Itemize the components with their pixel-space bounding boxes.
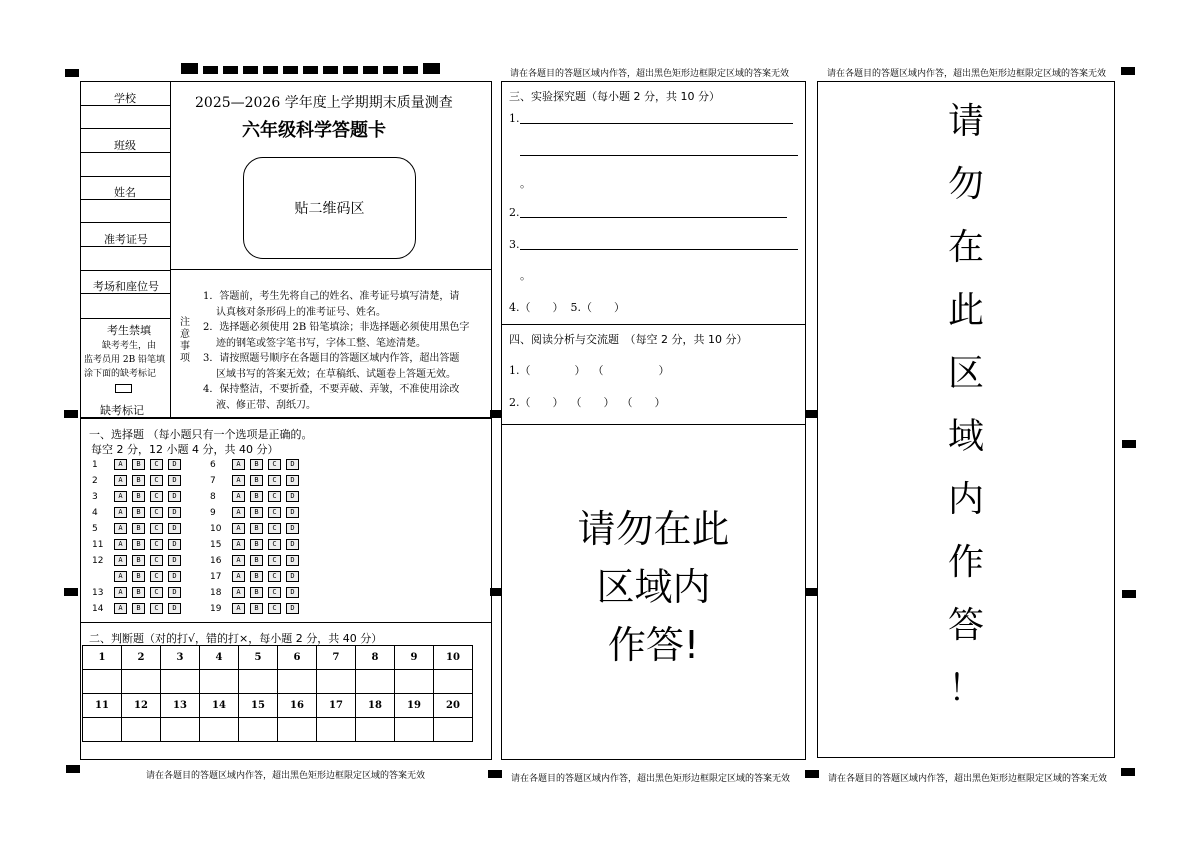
footer-note: 请在各题目的答题区域内作答，超出黑色矩形边框限定区域的答案无效 — [828, 774, 1108, 784]
year-line: 2025—2026 学年度上学期期末质量测查 — [195, 95, 453, 111]
section4-title: 四、阅读分析与交流题 （每空 2 分，共 10 分） — [509, 333, 748, 346]
mc-option-bubble[interactable]: C — [268, 603, 281, 614]
judge-answer-cell[interactable] — [122, 718, 161, 742]
judge-answer-cell[interactable] — [239, 718, 278, 742]
s3-q2-line[interactable] — [520, 217, 787, 218]
mc-option-bubble[interactable]: C — [268, 507, 281, 518]
s4-q1[interactable]: 1.（ ） （ ） — [509, 364, 670, 377]
judge-number-cell: 6 — [278, 646, 317, 670]
mc-option-bubble[interactable]: A — [114, 603, 127, 614]
s3-q45[interactable]: 4.（ ） 5.（ ） — [509, 301, 625, 314]
judge-answer-cell[interactable] — [239, 670, 278, 694]
judge-number-cell: 3 — [161, 646, 200, 670]
judge-number-cell: 13 — [161, 694, 200, 718]
mc-option-bubble[interactable]: C — [268, 523, 281, 534]
mc-option-bubble[interactable]: B — [132, 603, 145, 614]
judge-answer-cell[interactable] — [356, 718, 395, 742]
judge-number-cell: 18 — [356, 694, 395, 718]
mc-option-bubble[interactable]: A — [114, 587, 127, 598]
mc-question-number: 16 — [210, 556, 222, 566]
mc-question-row — [92, 491, 186, 502]
judge-answer-cell[interactable] — [122, 670, 161, 694]
mc-option-bubble[interactable]: B — [250, 459, 263, 470]
mc-question-number: 5 — [92, 524, 98, 534]
mc-option-bubble[interactable]: A — [114, 539, 127, 550]
judge-number-cell: 11 — [83, 694, 122, 718]
mc-option-bubble[interactable]: B — [250, 523, 263, 534]
s4-q2[interactable]: 2.（ ） （ ） （ ） — [509, 396, 666, 409]
judge-number-cell: 20 — [434, 694, 473, 718]
no-answer-right: 请 勿 在 此 区 域 内 作 答 ！ — [947, 101, 984, 709]
mc-option-bubble[interactable]: D — [168, 507, 181, 518]
mc-option-bubble[interactable]: A — [232, 571, 245, 582]
judge-number-cell: 2 — [122, 646, 161, 670]
section2-title: 二、判断题（对的打√，错的打×，每小题 2 分，共 40 分） — [89, 632, 383, 645]
mc-option-bubble[interactable]: C — [268, 491, 281, 502]
mc-option-bubble[interactable]: B — [250, 603, 263, 614]
room-seat-field[interactable] — [81, 293, 170, 294]
s3-q3-period: 。 — [520, 269, 531, 282]
mc-option-bubble[interactable]: A — [232, 523, 245, 534]
mc-option-bubble[interactable]: C — [150, 571, 163, 582]
judge-answer-cell[interactable] — [278, 670, 317, 694]
mc-question-number: 19 — [210, 604, 222, 614]
mc-question-number: 9 — [210, 508, 216, 518]
mc-question-row — [92, 555, 186, 566]
judge-table — [82, 645, 473, 742]
mc-option-bubble[interactable]: D — [286, 571, 299, 582]
mc-option-bubble[interactable]: B — [132, 475, 145, 486]
mc-option-bubble[interactable]: D — [286, 475, 299, 486]
mc-option-bubble[interactable]: C — [150, 539, 163, 550]
mc-question-number: 18 — [210, 588, 222, 598]
page-title: 六年级科学答题卡 — [242, 120, 386, 141]
mc-option-bubble[interactable]: D — [168, 555, 181, 566]
mc-option-bubble[interactable]: C — [150, 459, 163, 470]
timing-mark — [64, 410, 78, 418]
mc-option-bubble[interactable]: C — [150, 587, 163, 598]
mc-question-number: 3 — [92, 492, 98, 502]
mc-question-number: 15 — [210, 540, 222, 550]
judge-number-cell: 15 — [239, 694, 278, 718]
mc-option-bubble[interactable]: B — [250, 539, 263, 550]
mc-option-bubble[interactable]: A — [232, 539, 245, 550]
footer-note: 请在各题目的答题区域内作答，超出黑色矩形边框限定区域的答案无效 — [827, 69, 1107, 79]
section1-title: 一、选择题 （每小题只有一个选项是正确的。 — [89, 428, 313, 441]
mc-option-bubble[interactable]: B — [132, 507, 145, 518]
judge-number-cell: 17 — [317, 694, 356, 718]
mc-question-row — [210, 507, 304, 518]
mc-option-bubble[interactable]: C — [150, 507, 163, 518]
mc-option-bubble[interactable]: B — [132, 571, 145, 582]
notes-label: 注 意 事 项 — [180, 317, 190, 364]
mc-question-row — [210, 523, 304, 534]
judge-answer-cell[interactable] — [83, 670, 122, 694]
timing-mark — [1122, 590, 1136, 598]
judge-number-cell: 19 — [395, 694, 434, 718]
mc-question-row — [92, 507, 186, 518]
footer-note: 请在各题目的答题区域内作答，超出黑色矩形边框限定区域的答案无效 — [511, 774, 791, 784]
s3-q1-period: 。 — [520, 177, 531, 190]
notes-text: 1．答题前，考生先将自己的姓名、准考证号填写清楚，请 认真核对条形码上的准考证号、姓名。 2．选择题必须使用 2B 铅笔填涂；非选择题必须使用黑色字 迹的钢笔或签字笔书写，字体工整、笔迹清楚。 3．请按照题号顺序在各题目的答题区域内作答，超出答题 区域书写的答案无效；在草稿纸、试题卷上答题无效。 4．保持整洁，不要折叠，不要弄破、弄皱，不准使用涂改 液、修正带、刮纸刀。 — [203, 291, 470, 411]
mc-option-bubble[interactable]: B — [132, 539, 145, 550]
mc-option-bubble[interactable]: B — [250, 475, 263, 486]
judge-answer-cell[interactable] — [434, 670, 473, 694]
mc-option-bubble[interactable]: D — [168, 523, 181, 534]
s3-q3-label: 3. — [509, 238, 520, 251]
mc-question-number: 8 — [210, 492, 216, 502]
mc-option-bubble[interactable]: C — [150, 603, 163, 614]
mc-question-row — [92, 523, 186, 534]
mc-question-row — [92, 587, 186, 598]
s3-q1-label: 1. — [509, 112, 520, 125]
mc-question-number: 4 — [92, 508, 98, 518]
judge-answer-cell[interactable] — [161, 670, 200, 694]
mc-question-row — [92, 571, 186, 582]
name-label: 姓名 — [114, 186, 136, 199]
mc-option-bubble[interactable]: A — [114, 459, 127, 470]
mc-option-bubble[interactable]: B — [132, 523, 145, 534]
mc-question-number: 11 — [92, 540, 104, 550]
timing-mark — [65, 69, 79, 77]
mc-option-bubble[interactable]: C — [268, 587, 281, 598]
no-answer-middle: 请勿在此 区域内 作答! — [577, 507, 730, 667]
s3-q3-line[interactable] — [520, 249, 798, 250]
class-label: 班级 — [114, 139, 136, 152]
judge-answer-cell[interactable] — [317, 670, 356, 694]
timing-mark — [1121, 768, 1135, 776]
mc-option-bubble[interactable]: B — [250, 491, 263, 502]
footer-note: 请在各题目的答题区域内作答，超出黑色矩形边框限定区域的答案无效 — [510, 69, 790, 79]
mc-question-row — [210, 555, 304, 566]
judge-answer-cell[interactable] — [356, 670, 395, 694]
s3-q1-line-2[interactable] — [520, 155, 798, 156]
mc-option-bubble[interactable]: A — [232, 603, 245, 614]
mc-question-number: 10 — [210, 524, 222, 534]
mc-option-bubble[interactable]: D — [286, 603, 299, 614]
absent-mark-label: 缺考标记 — [100, 404, 144, 417]
mc-option-bubble[interactable]: A — [114, 523, 127, 534]
judge-answer-cell[interactable] — [161, 718, 200, 742]
mc-option-bubble[interactable]: C — [268, 539, 281, 550]
mc-question-number: 1 — [92, 460, 98, 470]
mc-option-bubble[interactable]: D — [286, 555, 299, 566]
judge-number-cell: 4 — [200, 646, 239, 670]
judge-answer-cell[interactable] — [317, 718, 356, 742]
mc-option-bubble[interactable]: A — [232, 459, 245, 470]
mc-option-bubble[interactable]: C — [268, 571, 281, 582]
mc-option-bubble[interactable]: B — [250, 571, 263, 582]
judge-answer-cell[interactable] — [83, 718, 122, 742]
timing-mark — [66, 765, 80, 773]
section1-subtitle: 每空 2 分，12 小题 4 分，共 40 分） — [91, 443, 279, 456]
mc-option-bubble[interactable]: D — [168, 491, 181, 502]
mc-option-bubble[interactable]: A — [114, 507, 127, 518]
judge-number-cell: 12 — [122, 694, 161, 718]
mc-option-bubble[interactable]: D — [286, 491, 299, 502]
judge-number-cell: 5 — [239, 646, 278, 670]
mc-option-bubble[interactable]: D — [168, 571, 181, 582]
mc-option-bubble[interactable]: B — [250, 587, 263, 598]
section3-title: 三、实验探究题（每小题 2 分，共 10 分） — [509, 90, 720, 103]
mc-question-row — [210, 539, 304, 550]
mc-question-number: 14 — [92, 604, 104, 614]
mc-option-bubble[interactable]: A — [114, 555, 127, 566]
mc-option-bubble[interactable]: A — [232, 507, 245, 518]
mc-question-row — [210, 491, 304, 502]
school-field[interactable] — [81, 105, 170, 106]
mc-option-bubble[interactable]: D — [286, 459, 299, 470]
judge-number-cell: 14 — [200, 694, 239, 718]
room-seat-label: 考场和座位号 — [93, 280, 159, 293]
mc-option-bubble[interactable]: C — [268, 555, 281, 566]
mc-option-bubble[interactable]: C — [268, 459, 281, 470]
mc-option-bubble[interactable]: C — [150, 491, 163, 502]
timing-mark — [805, 588, 817, 596]
mc-question-row — [92, 475, 186, 486]
mc-question-number: 13 — [92, 588, 104, 598]
judge-answer-cell[interactable] — [278, 718, 317, 742]
mc-option-bubble[interactable]: A — [114, 475, 127, 486]
mc-question-number: 12 — [92, 556, 104, 566]
timing-mark — [805, 410, 817, 418]
judge-number-cell: 1 — [83, 646, 122, 670]
judge-number-cell: 9 — [395, 646, 434, 670]
s3-q1-line[interactable] — [520, 123, 793, 124]
mc-question-row — [210, 587, 304, 598]
mc-option-bubble[interactable]: B — [250, 507, 263, 518]
judge-answer-cell[interactable] — [200, 670, 239, 694]
mc-question-row — [92, 459, 186, 470]
barcode-area: 贴二维码区 — [243, 157, 416, 259]
mc-option-bubble[interactable]: D — [168, 603, 181, 614]
mc-option-bubble[interactable]: B — [132, 491, 145, 502]
judge-answer-cell[interactable] — [395, 718, 434, 742]
mc-option-bubble[interactable]: A — [232, 475, 245, 486]
mc-option-bubble[interactable]: B — [250, 555, 263, 566]
mc-question-row — [210, 571, 304, 582]
judge-answer-cell[interactable] — [395, 670, 434, 694]
timing-mark — [64, 588, 78, 596]
mc-option-bubble[interactable]: A — [232, 491, 245, 502]
mc-option-bubble[interactable]: D — [286, 587, 299, 598]
mc-option-bubble[interactable]: A — [232, 555, 245, 566]
mc-option-bubble[interactable]: A — [232, 587, 245, 598]
judge-answer-cell[interactable] — [434, 718, 473, 742]
mc-option-bubble[interactable]: A — [114, 491, 127, 502]
mc-option-bubble[interactable]: C — [268, 475, 281, 486]
mc-option-bubble[interactable]: D — [286, 507, 299, 518]
absent-mark-box[interactable] — [115, 384, 132, 393]
mc-option-bubble[interactable]: C — [150, 523, 163, 534]
mc-option-bubble[interactable]: D — [168, 459, 181, 470]
mc-question-number: 2 — [92, 476, 98, 486]
timing-mark — [1122, 440, 1136, 448]
mc-option-bubble[interactable]: C — [150, 555, 163, 566]
top-barcode-strip — [181, 63, 477, 74]
absent-title: 考生禁填 — [107, 324, 151, 337]
mc-option-bubble[interactable]: C — [150, 475, 163, 486]
mc-question-row — [92, 603, 186, 614]
mc-option-bubble[interactable]: D — [168, 539, 181, 550]
timing-mark — [1121, 67, 1135, 75]
mc-question-number: 17 — [210, 572, 222, 582]
class-field[interactable] — [81, 152, 170, 153]
absent-desc: 缺考考生，由 监考员用 2B 铅笔填 涂下面的缺考标记 — [84, 341, 166, 379]
mc-question-number: 7 — [210, 476, 216, 486]
mc-option-bubble[interactable]: B — [132, 555, 145, 566]
mc-option-bubble[interactable]: D — [286, 523, 299, 534]
mc-option-bubble[interactable]: D — [168, 475, 181, 486]
mc-question-row — [210, 459, 304, 470]
mc-option-bubble[interactable]: A — [114, 571, 127, 582]
name-field[interactable] — [81, 199, 170, 200]
timing-mark — [805, 770, 819, 778]
mc-question-number: 6 — [210, 460, 216, 470]
mc-question-row — [210, 475, 304, 486]
mc-option-bubble[interactable]: B — [132, 587, 145, 598]
s3-q2-label: 2. — [509, 206, 520, 219]
mc-question-row — [210, 603, 304, 614]
mc-option-bubble[interactable]: B — [132, 459, 145, 470]
school-label: 学校 — [114, 92, 136, 105]
mc-option-bubble[interactable]: D — [286, 539, 299, 550]
mc-question-row — [92, 539, 186, 550]
footer-note: 请在各题目的答题区域内作答，超出黑色矩形边框限定区域的答案无效 — [146, 771, 426, 781]
judge-number-cell: 10 — [434, 646, 473, 670]
judge-answer-cell[interactable] — [200, 718, 239, 742]
judge-number-cell: 7 — [317, 646, 356, 670]
mc-option-bubble[interactable]: D — [168, 587, 181, 598]
judge-number-cell: 16 — [278, 694, 317, 718]
judge-number-cell: 8 — [356, 646, 395, 670]
exam-id-field[interactable] — [81, 246, 170, 247]
exam-id-label: 准考证号 — [104, 233, 148, 246]
timing-mark — [488, 770, 502, 778]
